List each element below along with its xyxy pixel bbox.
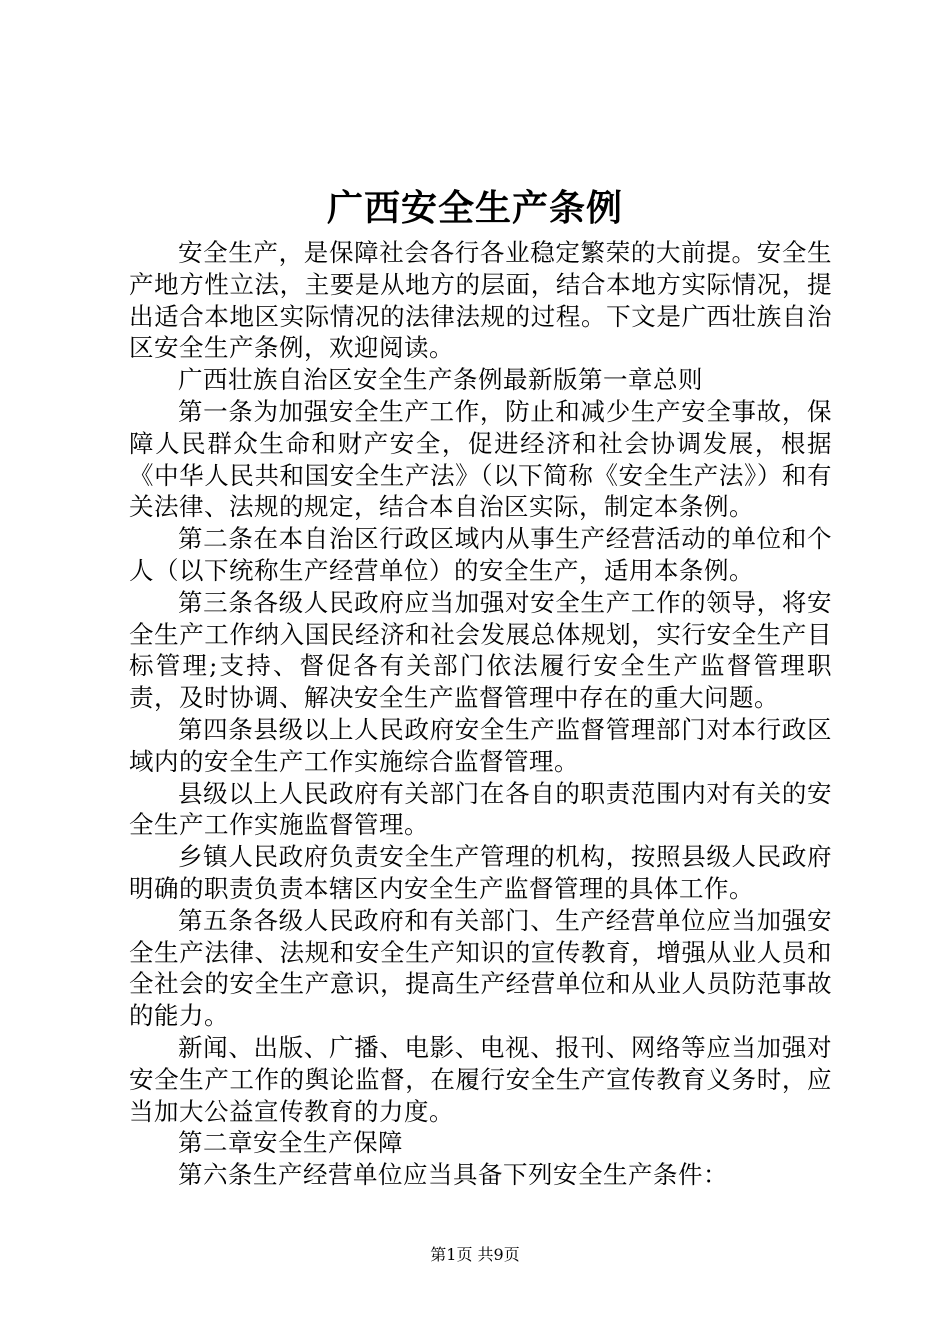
document-title: 广西安全生产条例: [326, 187, 623, 229]
paragraph: 第二章安全生产保障: [178, 1128, 403, 1158]
paragraph: 第三条各级人民政府应当加强对安全生产工作的领导，将安全生产工作纳入国民经济和社会发展总体规划，实行安全生产目标管理;支持、督促各有关部门依法履行安全生产监督管理职责，及时协调、解决安全生产监督管理中存在的重大问题。: [129, 587, 832, 713]
paragraph: 第四条县级以上人民政府安全生产监督管理部门对本行政区域内的安全生产工作实施综合监督管理。: [129, 714, 832, 776]
paragraph: 第五条各级人民政府和有关部门、生产经营单位应当加强安全生产法律、法规和安全生产知识的宣传教育，增强从业人员和全社会的安全生产意识，提高生产经营单位和从业人员防范事故的能力。: [129, 905, 832, 1031]
document-body: [129, 237, 832, 1191]
paragraph: 第一条为加强安全生产工作，防止和减少生产安全事故，保障人民群众生命和财产安全，促进经济和社会协调发展，根据《中华人民共和国安全生产法》（以下简称《安全生产法》）和有关法律、法规的规定，结合本自治区实际，制定本条例。: [129, 396, 832, 522]
page-footer: 第1页 共9页: [430, 1245, 520, 1264]
paragraph: 安全生产，是保障社会各行各业稳定繁荣的大前提。安全生产地方性立法，主要是从地方的层面，结合本地方实际情况，提出适合本地区实际情况的法律法规的过程。下文是广西壮族自治区安全生产条例，欢迎阅读。: [129, 238, 832, 363]
paragraph: 第二条在本自治区行政区域内从事生产经营活动的单位和个人（以下统称生产经营单位）的安全生产，适用本条例。: [129, 524, 832, 585]
paragraph: 新闻、出版、广播、电影、电视、报刊、网络等应当加强对安全生产工作的舆论监督，在履行安全生产宣传教育义务时，应当加大公益宣传教育的力度。: [129, 1032, 832, 1126]
paragraph: 广西壮族自治区安全生产条例最新版第一章总则: [178, 365, 703, 395]
paragraph: 县级以上人民政府有关部门在各自的职责范围内对有关的安全生产工作实施监督管理。: [129, 778, 832, 840]
paragraph: 乡镇人民政府负责安全生产管理的机构，按照县级人民政府明确的职责负责本辖区内安全生产监督管理的具体工作。: [129, 842, 832, 903]
paragraph: 第六条生产经营单位应当具备下列安全生产条件：: [178, 1160, 728, 1190]
